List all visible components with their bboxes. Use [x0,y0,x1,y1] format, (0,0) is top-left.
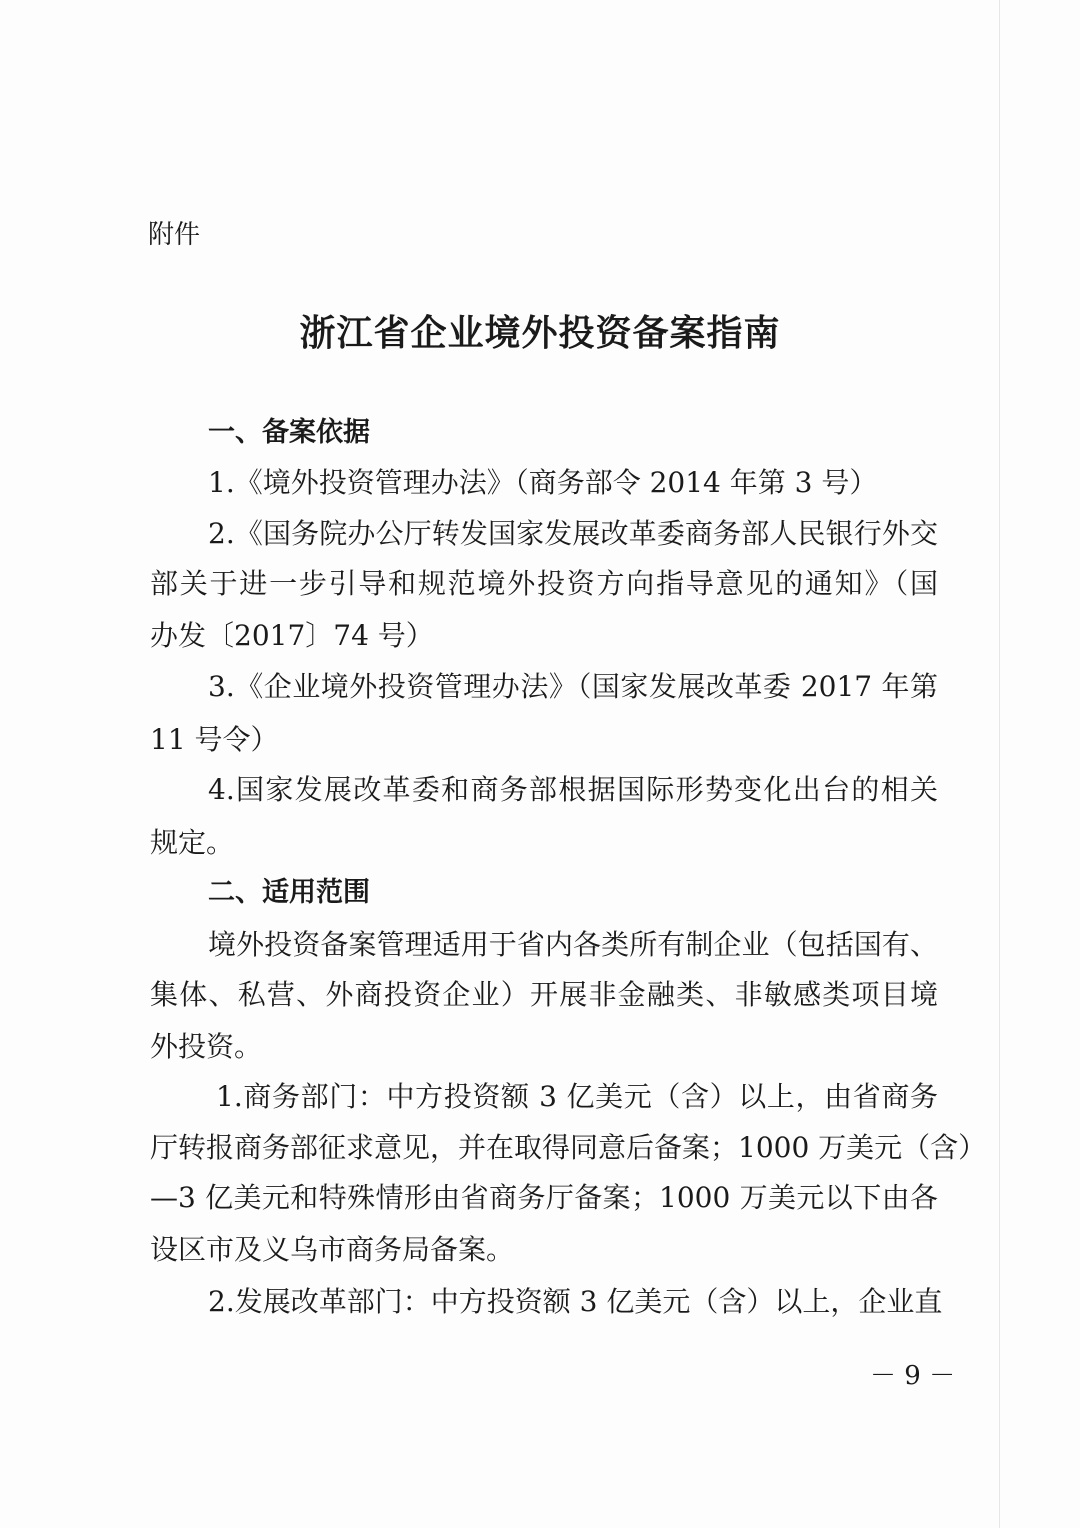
paragraph-line: 厅转报商务部征求意见，并在取得同意后备案；1000 万美元（含） [150,1131,987,1164]
paragraph-line: 4.国家发展改革委和商务部根据国际形势变化出台的相关 [208,773,938,806]
paragraph-line: 外投资。 [150,1030,263,1063]
paragraph-line: 3.《企业境外投资管理办法》（国家发展改革委 2017 年第 [208,670,938,703]
paragraph-line: 2.发展改革部门：中方投资额 3 亿美元（含）以上，企业直 [208,1285,943,1318]
paragraph-line: 集体、私营、外商投资企业）开展非金融类、非敏感类项目境 [150,978,938,1011]
paragraph-line: 部关于进一步引导和规范境外投资方向指导意见的通知》（国 [150,567,938,600]
document-title: 浙江省企业境外投资备案指南 [299,312,781,354]
scan-edge [999,0,1000,1528]
paragraph-line: 办发〔2017〕74 号） [150,619,434,652]
section-heading: 一、备案依据 [208,417,370,448]
page-number: － 9 － [870,1361,956,1391]
paragraph-line: 境外投资备案管理适用于省内各类所有制企业（包括国有、 [208,928,938,961]
paragraph-line: 11 号令） [150,723,279,756]
section-heading: 二、适用范围 [208,877,370,908]
paragraph-line: 2.《国务院办公厅转发国家发展改革委商务部人民银行外交 [208,517,938,550]
paragraph-line: 设区市及义乌市商务局备案。 [150,1233,515,1266]
paragraph-line: —3 亿美元和特殊情形由省商务厅备案；1000 万美元以下由各 [150,1181,938,1214]
paragraph-line: 1.商务部门：中方投资额 3 亿美元（含）以上，由省商务 [216,1080,938,1113]
paragraph-line: 规定。 [150,826,235,859]
paragraph-line: 1.《境外投资管理办法》（商务部令 2014 年第 3 号） [208,466,878,499]
attachment-label: 附件 [148,220,201,250]
